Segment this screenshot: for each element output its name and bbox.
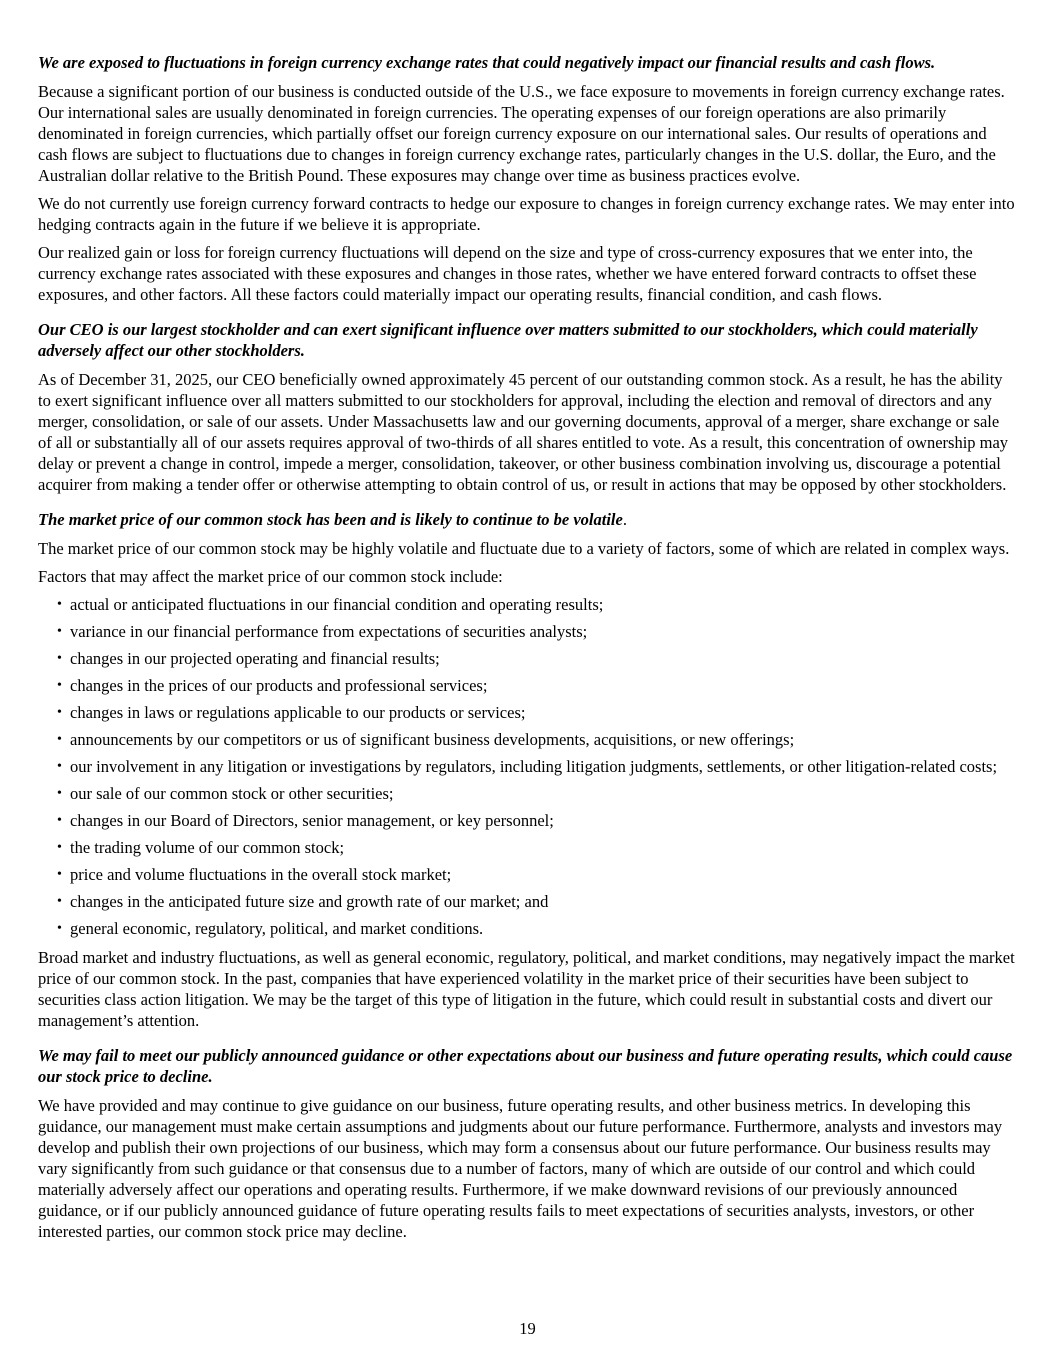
risk-factor-heading-ceo-stockholder: Our CEO is our largest stockholder and can exert significant influence over matters submitted to our stockholders, which could materially adversely affect our other stockholders. <box>38 320 978 360</box>
list-item: • changes in laws or regulations applicable to our products or services; <box>57 702 1017 723</box>
list-item: • announcements by our competitors or us of significant business developments, acquisitions, or new offerings; <box>57 729 1017 750</box>
paragraph-hedging-contracts: We do not currently use foreign currency forward contracts to hedge our exposure to changes in foreign currency exchange rates. We may enter into hedging contracts again in the future if we believe it is appropriate. <box>38 194 1015 234</box>
paragraph-volatility-intro: The market price of our common stock may be highly volatile and fluctuate due to a variety of factors, some of which are related in complex ways. <box>38 539 1010 558</box>
list-item: • our involvement in any litigation or investigations by regulators, including litigation judgments, settlements, or other litigation-related costs; <box>57 756 1017 777</box>
list-item: • the trading volume of our common stock; <box>57 837 1017 858</box>
risk-factor-heading-stock-volatility <box>38 509 1017 530</box>
list-item: • changes in our Board of Directors, senior management, or key personnel; <box>57 810 1017 831</box>
page-number: 19 <box>519 1319 536 1338</box>
list-item: • changes in the prices of our products and professional services; <box>57 675 1017 696</box>
paragraph-realized-gain-loss: Our realized gain or loss for foreign currency fluctuations will depend on the size and type of cross-currency exposures that we enter into, the currency exchange rates associated with these exposures and changes in those rates, whether we have entered forward contracts to offset these exposures, and other factors. All these factors could materially impact our operating results, financial condition, and cash flows. <box>38 243 977 304</box>
heading-italic-text: The market price of our common stock has been and is likely to continue to be volatile <box>38 510 623 529</box>
list-item: • our sale of our common stock or other securities; <box>57 783 1017 804</box>
list-item: • price and volume fluctuations in the overall stock market; <box>57 864 1017 885</box>
list-item: • general economic, regulatory, political, and market conditions. <box>57 918 1017 939</box>
risk-factor-heading-foreign-currency: We are exposed to fluctuations in foreign currency exchange rates that could negatively impact our financial results and cash flows. <box>38 53 936 72</box>
market-price-factors-list <box>38 594 1017 939</box>
paragraph-factors-lead-in: Factors that may affect the market price of our common stock include: <box>38 567 503 586</box>
paragraph-ceo-ownership: As of December 31, 2025, our CEO beneficially owned approximately 45 percent of our outstanding common stock. As a result, he has the ability to exert significant influence over all matters submitted to our stockholders for approval, including the election and removal of directors and any merger, consolidation, or sale of our assets. Under Massachusetts law and our governing documents, approval of a merger, share exchange or sale of all or substantially all of our assets requires approval of two-thirds of all shares entitled to vote. As a result, this concentration of ownership may delay or prevent a change in control, impede a merger, consolidation, takeover, or other business combination involving us, discourage a potential acquirer from making a tender offer or otherwise attempting to obtain control of us, or result in actions that may be opposed by other stockholders. <box>38 370 1009 494</box>
paragraph-broad-market-fluctuations: Broad market and industry fluctuations, as well as general economic, regulatory, political, and market conditions, may negatively impact the market price of our common stock. In the past, companies that have experienced volatility in the market price of their securities have been subject to securities class action litigation. We may be the target of this type of litigation in the future, which could result in substantial costs and divert our management’s attention. <box>38 948 1015 1030</box>
paragraph-foreign-currency-exposure: Because a significant portion of our business is conducted outside of the U.S., we face exposure to movements in foreign currency exchange rates. Our international sales are usually denominated in foreign currencies. The operating expenses of our foreign operations are also primarily denominated in foreign currencies, which partially offset our foreign currency exposure on our international sales. Our results of operations and cash flows are subject to fluctuations due to changes in foreign currency exchange rates, particularly changes in the U.S. dollar, the Euro, and the Australian dollar relative to the British Pound. These exposures may change over time as business practices evolve. <box>38 82 1005 185</box>
list-item: • actual or anticipated fluctuations in our financial condition and operating results; <box>57 594 1017 615</box>
paragraph-guidance: We have provided and may continue to give guidance on our business, future operating results, and other business metrics. In developing this guidance, our management must make certain assumptions and judgments about our future performance. Furthermore, analysts and investors may develop and publish their own projections of our business, which may form a consensus about our future performance. Our business results may vary significantly from such guidance or that consensus due to a number of factors, many of which are outside of our control and which could materially adversely affect our operations and operating results. Furthermore, if we make downward revisions of our previously announced guidance, or if our publicly announced guidance of future operating results fails to meet expectations of securities analysts, investors, or other interested parties, our common stock price may decline. <box>38 1096 1003 1241</box>
list-item: • variance in our financial performance from expectations of securities analysts; <box>57 621 1017 642</box>
risk-factor-heading-guidance: We may fail to meet our publicly announced guidance or other expectations about our business and future operating results, which could cause our stock price to decline. <box>38 1046 1013 1086</box>
heading-plain-period: . <box>622 510 627 529</box>
list-item: • changes in the anticipated future size and growth rate of our market; and <box>57 891 1017 912</box>
list-item: • changes in our projected operating and financial results; <box>57 648 1017 669</box>
